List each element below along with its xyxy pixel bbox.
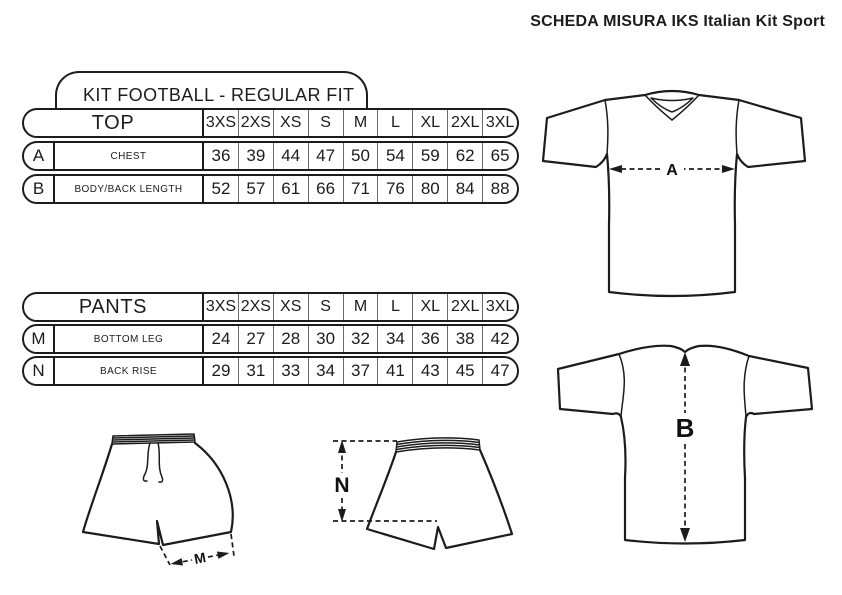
size-header: L xyxy=(377,110,412,136)
size-header: 3XS xyxy=(202,294,238,320)
row-value: 50 xyxy=(343,143,378,169)
shorts-front-outline xyxy=(83,443,233,545)
row-value: 66 xyxy=(308,176,343,202)
shorts-front-diagram xyxy=(73,422,285,590)
waistband xyxy=(112,434,195,444)
row-value: 80 xyxy=(412,176,447,202)
row-value: 47 xyxy=(308,143,343,169)
size-header: 3XL xyxy=(482,294,517,320)
row-value: 54 xyxy=(377,143,412,169)
row-value: 76 xyxy=(377,176,412,202)
row-value: 65 xyxy=(482,143,517,169)
shirt-back-diagram xyxy=(545,333,839,583)
row-label: BACK RISE xyxy=(100,365,157,377)
shirt-front-outline xyxy=(543,91,805,296)
row-letter: M xyxy=(24,326,55,352)
waistband xyxy=(396,438,480,452)
row-letter: B xyxy=(24,176,55,202)
shirt-front-diagram xyxy=(539,80,831,328)
size-header: S xyxy=(308,110,343,136)
top-table-header-row xyxy=(22,108,519,138)
top-table-row-body-length xyxy=(22,174,519,204)
top-table-title: TOP xyxy=(91,111,135,134)
row-value: 38 xyxy=(447,326,482,352)
pants-table-row-back-rise xyxy=(22,356,519,386)
document-title: SCHEDA MISURA IKS Italian Kit Sport xyxy=(530,13,825,30)
row-value: 59 xyxy=(412,143,447,169)
row-value: 39 xyxy=(238,143,273,169)
size-header: XL xyxy=(412,110,447,136)
size-header: 2XS xyxy=(238,294,273,320)
v-neck-collar xyxy=(645,95,699,120)
size-header: 2XS xyxy=(238,110,273,136)
body-length-arrow xyxy=(671,352,699,542)
row-value: 34 xyxy=(377,326,412,352)
size-header: XL xyxy=(412,294,447,320)
bottom-leg-arrow xyxy=(169,544,231,572)
row-value: 47 xyxy=(482,358,517,384)
kit-tab-label: KIT FOOTBALL - REGULAR FIT xyxy=(83,85,355,105)
row-letter: N xyxy=(24,358,55,384)
size-header: 3XS xyxy=(202,110,238,136)
row-value: 24 xyxy=(202,326,238,352)
row-value: 30 xyxy=(308,326,343,352)
row-value: 44 xyxy=(273,143,308,169)
row-value: 36 xyxy=(202,143,238,169)
row-value: 31 xyxy=(238,358,273,384)
row-value: 29 xyxy=(202,358,238,384)
row-label: BOTTOM LEG xyxy=(93,333,164,345)
size-header: M xyxy=(343,110,378,136)
size-header: S xyxy=(308,294,343,320)
row-letter: A xyxy=(24,143,55,169)
row-value: 61 xyxy=(273,176,308,202)
back-rise-arrow-label: N xyxy=(334,474,350,497)
size-header: 2XL xyxy=(447,110,482,136)
row-value: 84 xyxy=(447,176,482,202)
size-header: XS xyxy=(273,110,308,136)
row-value: 27 xyxy=(238,326,273,352)
row-value: 41 xyxy=(377,358,412,384)
row-value: 43 xyxy=(412,358,447,384)
size-header: 2XL xyxy=(447,294,482,320)
pants-table-row-bottom-leg xyxy=(22,324,519,354)
row-value: 28 xyxy=(273,326,308,352)
sleeve-seams xyxy=(605,100,739,154)
chest-arrow xyxy=(609,159,735,179)
pants-table-header-row xyxy=(22,292,519,322)
row-value: 33 xyxy=(273,358,308,384)
top-table-row-chest xyxy=(22,141,519,171)
row-value: 37 xyxy=(343,358,378,384)
row-label: CHEST xyxy=(110,150,147,162)
row-value: 88 xyxy=(482,176,517,202)
shorts-back-diagram xyxy=(323,419,537,587)
chest-arrow-label: A xyxy=(666,162,678,179)
row-value: 42 xyxy=(482,326,517,352)
drawstring xyxy=(143,443,162,482)
row-value: 71 xyxy=(343,176,378,202)
shorts-back-outline xyxy=(367,450,512,549)
size-header: XS xyxy=(273,294,308,320)
row-value: 45 xyxy=(447,358,482,384)
size-header: 3XL xyxy=(482,110,517,136)
size-header: L xyxy=(377,294,412,320)
row-value: 36 xyxy=(412,326,447,352)
back-rise-arrow xyxy=(330,440,354,522)
bottom-leg-arrow-label: M xyxy=(192,549,208,567)
pants-table-title: PANTS xyxy=(78,295,148,318)
row-value: 62 xyxy=(447,143,482,169)
row-value: 52 xyxy=(202,176,238,202)
row-value: 34 xyxy=(308,358,343,384)
size-header: M xyxy=(343,294,378,320)
row-value: 32 xyxy=(343,326,378,352)
body-length-arrow-label: B xyxy=(675,413,695,443)
row-value: 57 xyxy=(238,176,273,202)
row-label: BODY/BACK LENGTH xyxy=(74,183,183,195)
